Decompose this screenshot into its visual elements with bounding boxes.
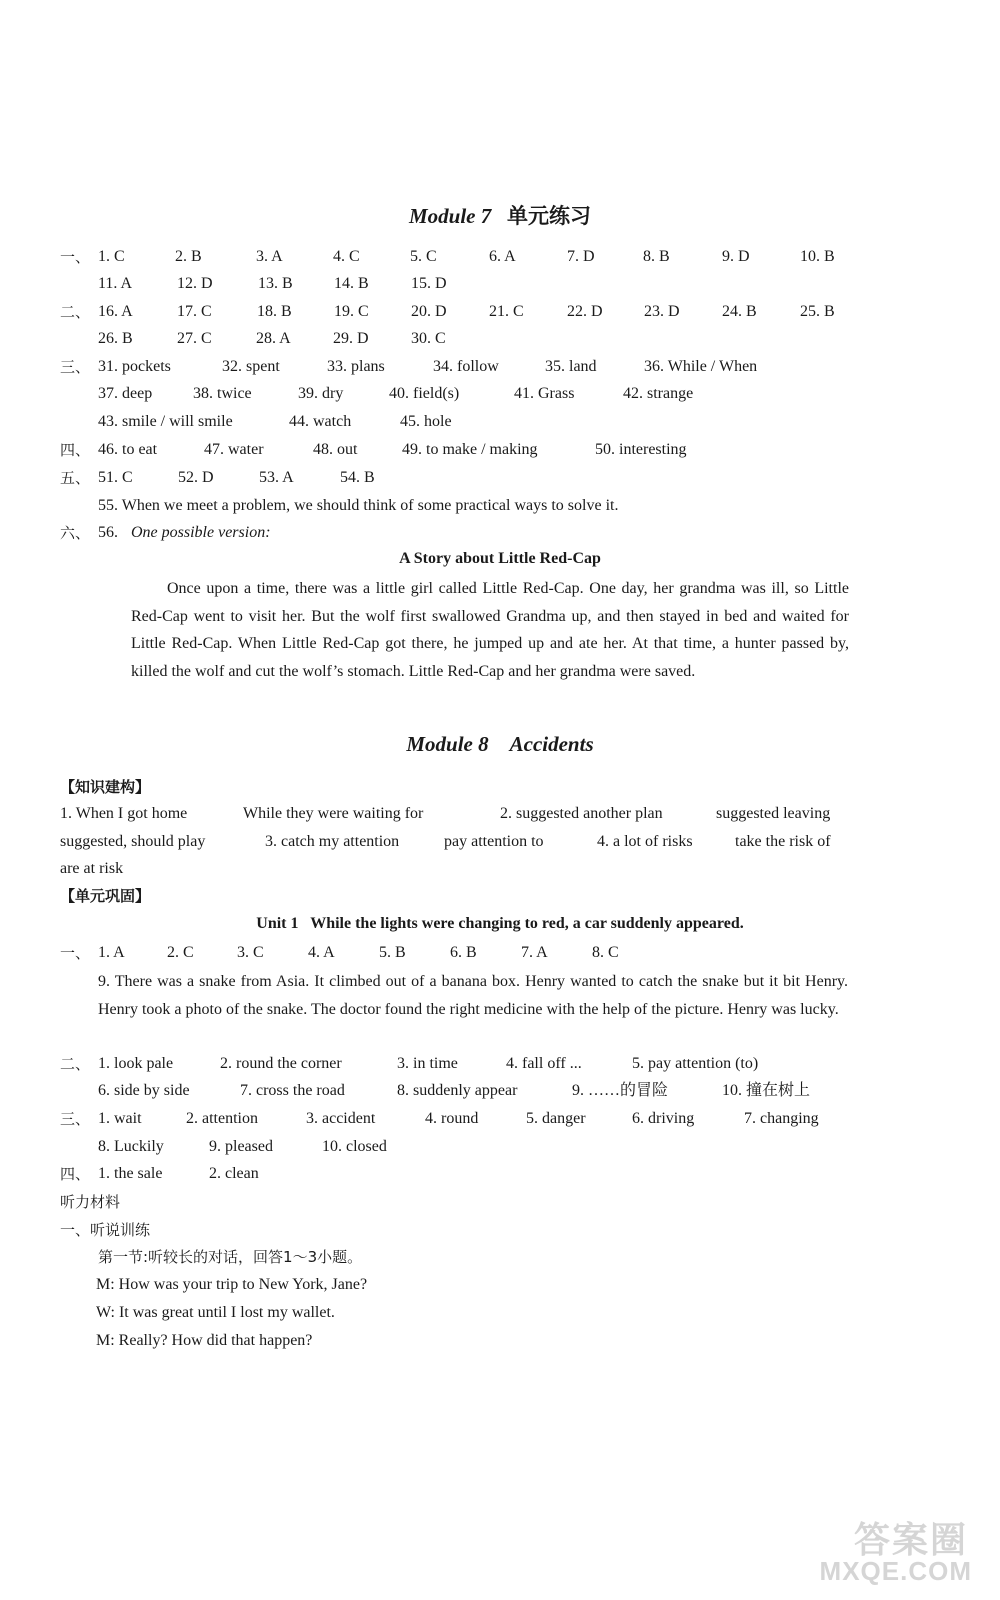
answer: 54. B	[340, 469, 375, 486]
answer: 1. C	[98, 248, 125, 265]
answer: 12. D	[177, 275, 213, 292]
answer: 8. B	[643, 248, 670, 265]
module7-title	[0, 200, 1000, 230]
answer: 14. B	[334, 275, 369, 292]
m7-sec6-row	[0, 520, 1000, 546]
answer: 5. C	[410, 248, 437, 265]
answer: 2. C	[167, 944, 194, 961]
answer: 5. danger	[526, 1110, 586, 1127]
m7-sec5-row1	[0, 465, 1000, 491]
answer: 36. While / When	[644, 358, 758, 375]
answer: 32. spent	[222, 358, 280, 375]
dialogue-line	[0, 1328, 1000, 1354]
m7-sec2-row1	[0, 299, 1000, 325]
answer: 44. watch	[289, 413, 352, 430]
answer: 27. C	[177, 330, 212, 347]
u1-q9: 9. There was a snake from Asia. It climbed out of a banana box. Henry wanted to catch the snake but it bit Henry. Henry took a photo of the snake. The doctor found the right medicine with the help of the picture. Henry was lucky.	[98, 973, 848, 1018]
unit1-title: Unit 1 While the lights were changing to red, a car suddenly appeared.	[256, 915, 744, 932]
knowledge-line2	[0, 829, 1000, 855]
section-label: 一、	[60, 944, 91, 962]
u1-sec3-row2	[0, 1134, 1000, 1160]
answer: 2. clean	[209, 1165, 259, 1182]
phrase: are at risk	[60, 860, 124, 877]
listening-header: 听力材料	[60, 1193, 121, 1211]
answer: 22. D	[567, 303, 603, 320]
question-number: 56.	[98, 524, 118, 541]
module7-title-cn: 单元练习	[507, 204, 591, 228]
answer: 3. in time	[397, 1055, 458, 1072]
answer: 5. pay attention (to)	[632, 1055, 759, 1072]
section-label: 二、	[60, 303, 91, 321]
section-label: 三、	[60, 358, 91, 376]
u1-sec1-row	[0, 940, 1000, 966]
m7-sec1-row1	[0, 244, 1000, 270]
section-label: 五、	[60, 469, 91, 487]
phrase: 1. When I got home	[60, 805, 188, 822]
m7-sec2-row2	[0, 326, 1000, 352]
knowledge-line1	[0, 801, 1000, 827]
section-label: 四、	[60, 1165, 91, 1183]
answer: 19. C	[334, 303, 369, 320]
m7-sec4-row1	[0, 437, 1000, 463]
answer: 34. follow	[433, 358, 499, 375]
answer: 6. driving	[632, 1110, 695, 1127]
answer: 48. out	[313, 441, 358, 458]
phrase: suggested leaving	[716, 805, 831, 822]
consolidate-header: 【单元巩固】	[60, 887, 151, 905]
answer: 31. pockets	[98, 358, 171, 375]
phrase: take the risk of	[735, 833, 831, 850]
phrase: pay attention to	[444, 833, 544, 850]
answer: 21. C	[489, 303, 524, 320]
answer: 50. interesting	[595, 441, 687, 458]
answer: 51. C	[98, 469, 133, 486]
u1-sec4-row1	[0, 1161, 1000, 1187]
answer: 15. D	[411, 275, 447, 292]
answer: 4. A	[308, 944, 335, 961]
answer: 10. B	[800, 248, 835, 265]
answer: 17. C	[177, 303, 212, 320]
answer: 1. A	[98, 944, 125, 961]
answer: 20. D	[411, 303, 447, 320]
answer: 2. attention	[186, 1110, 258, 1127]
answer: 40. field(s)	[389, 385, 460, 402]
answer: 46. to eat	[98, 441, 158, 458]
listening-part: 第一节:听较长的对话，回答1～3小题。	[98, 1248, 363, 1266]
answer: 33. plans	[327, 358, 385, 375]
phrase: 2. suggested another plan	[500, 805, 663, 822]
answer: 3. C	[237, 944, 264, 961]
answer: 53. A	[259, 469, 294, 486]
section-label: 一、	[60, 248, 91, 266]
dialogue-text: W: It was great until I lost my wallet.	[96, 1304, 335, 1321]
answer: 2. round the corner	[220, 1055, 342, 1072]
u1-sec2-row1	[0, 1051, 1000, 1077]
answer: 8. Luckily	[98, 1138, 164, 1155]
listening-sub: 一、听说训练	[60, 1221, 151, 1239]
answer: 49. to make / making	[402, 441, 538, 458]
answer: 10. closed	[322, 1138, 387, 1155]
answer: 26. B	[98, 330, 133, 347]
watermark-cn: 答案圈	[853, 1520, 968, 1561]
answer: 41. Grass	[514, 385, 575, 402]
answer: 16. A	[98, 303, 133, 320]
answer: 9. D	[722, 248, 750, 265]
module8-title	[0, 732, 1000, 757]
answer: 10. 撞在树上	[722, 1082, 811, 1099]
answer: 6. side by side	[98, 1082, 190, 1099]
answer: 25. B	[800, 303, 835, 320]
section-label: 六、	[60, 524, 91, 542]
answer: 35. land	[545, 358, 597, 375]
u1-sec3-row1	[0, 1106, 1000, 1132]
m7-sec3-row2	[0, 381, 1000, 407]
answer: 2. B	[175, 248, 202, 265]
knowledge-line3	[0, 856, 1000, 882]
answer: 38. twice	[193, 385, 252, 402]
answer: 3. accident	[306, 1110, 376, 1127]
phrase: 3. catch my attention	[265, 833, 400, 850]
answer: 7. cross the road	[240, 1082, 345, 1099]
answer: 4. C	[333, 248, 360, 265]
answer: 39. dry	[298, 385, 344, 402]
answer: 24. B	[722, 303, 757, 320]
answer: 47. water	[204, 441, 264, 458]
module7-title-en: Module 7	[408, 204, 492, 228]
dialogue-line	[0, 1300, 1000, 1326]
answer: 6. B	[450, 944, 477, 961]
phrase: While they were waiting for	[243, 805, 424, 822]
dialogue-line	[0, 1272, 1000, 1298]
m7-sec3-row3	[0, 409, 1000, 435]
dialogue-text: M: Really? How did that happen?	[96, 1332, 313, 1349]
answer: 23. D	[644, 303, 680, 320]
answer: 1. wait	[98, 1110, 142, 1127]
answer: 4. round	[425, 1110, 479, 1127]
section-label: 三、	[60, 1110, 91, 1128]
m7-sec5-q55	[0, 493, 1000, 519]
section-label: 二、	[60, 1055, 91, 1073]
watermark-text: MXQE.COM	[819, 1556, 972, 1586]
answer: 1. look pale	[98, 1055, 174, 1072]
answer: 8. C	[592, 944, 619, 961]
answer: 43. smile / will smile	[98, 413, 233, 430]
story-text: Once upon a time, there was a little girl called Little Red-Cap. One day, her grandma was ill, so Little Red-Cap went to visit her. But the wolf first swallowed Grandma up, and then stayed in bed and waited for Little Red-Cap. When Little Red-Cap got there, he jumped up and ate her. At that time, a hunter passed by, killed the wolf and cut the wolf’s stomach. Little Red-Cap and her grandma were saved.	[131, 580, 849, 680]
dialogue-text: M: How was your trip to New York, Jane?	[96, 1276, 368, 1293]
answer: 45. hole	[400, 413, 452, 430]
answer: 11. A	[98, 275, 133, 292]
u1-sec2-row2	[0, 1078, 1000, 1104]
answer: 37. deep	[98, 385, 153, 402]
phrase: 4. a lot of risks	[597, 833, 693, 850]
answer: 52. D	[178, 469, 214, 486]
answer: 7. D	[567, 248, 595, 265]
answer: 1. the sale	[98, 1165, 163, 1182]
answer: 55. When we meet a problem, we should think of some practical ways to solve it.	[98, 497, 619, 514]
answer: 7. changing	[744, 1110, 819, 1127]
answer: 8. suddenly appear	[397, 1082, 518, 1099]
knowledge-header: 【知识建构】	[60, 778, 151, 796]
answer: 7. A	[521, 944, 548, 961]
answer: 6. A	[489, 248, 516, 265]
answer: 9. pleased	[209, 1138, 273, 1155]
section-label: 四、	[60, 441, 91, 459]
answer: 18. B	[257, 303, 292, 320]
module8-title-sub: Accidents	[509, 732, 594, 756]
m7-sec1-row2	[0, 271, 1000, 297]
answer: 9. ……的冒险	[572, 1082, 669, 1099]
story-title: A Story about Little Red-Cap	[399, 550, 601, 567]
watermark-logo	[796, 1512, 976, 1592]
version-note: One possible version:	[131, 524, 271, 541]
answer: 4. fall off ...	[506, 1055, 582, 1072]
answer: 29. D	[333, 330, 369, 347]
answer: 30. C	[411, 330, 446, 347]
module8-title-en: Module 8	[406, 732, 489, 756]
answer: 3. A	[256, 248, 283, 265]
answer: 13. B	[258, 275, 293, 292]
answer: 42. strange	[623, 385, 694, 402]
m7-sec3-row1	[0, 354, 1000, 380]
answer: 28. A	[256, 330, 291, 347]
answer: 5. B	[379, 944, 406, 961]
phrase: suggested, should play	[60, 833, 206, 850]
